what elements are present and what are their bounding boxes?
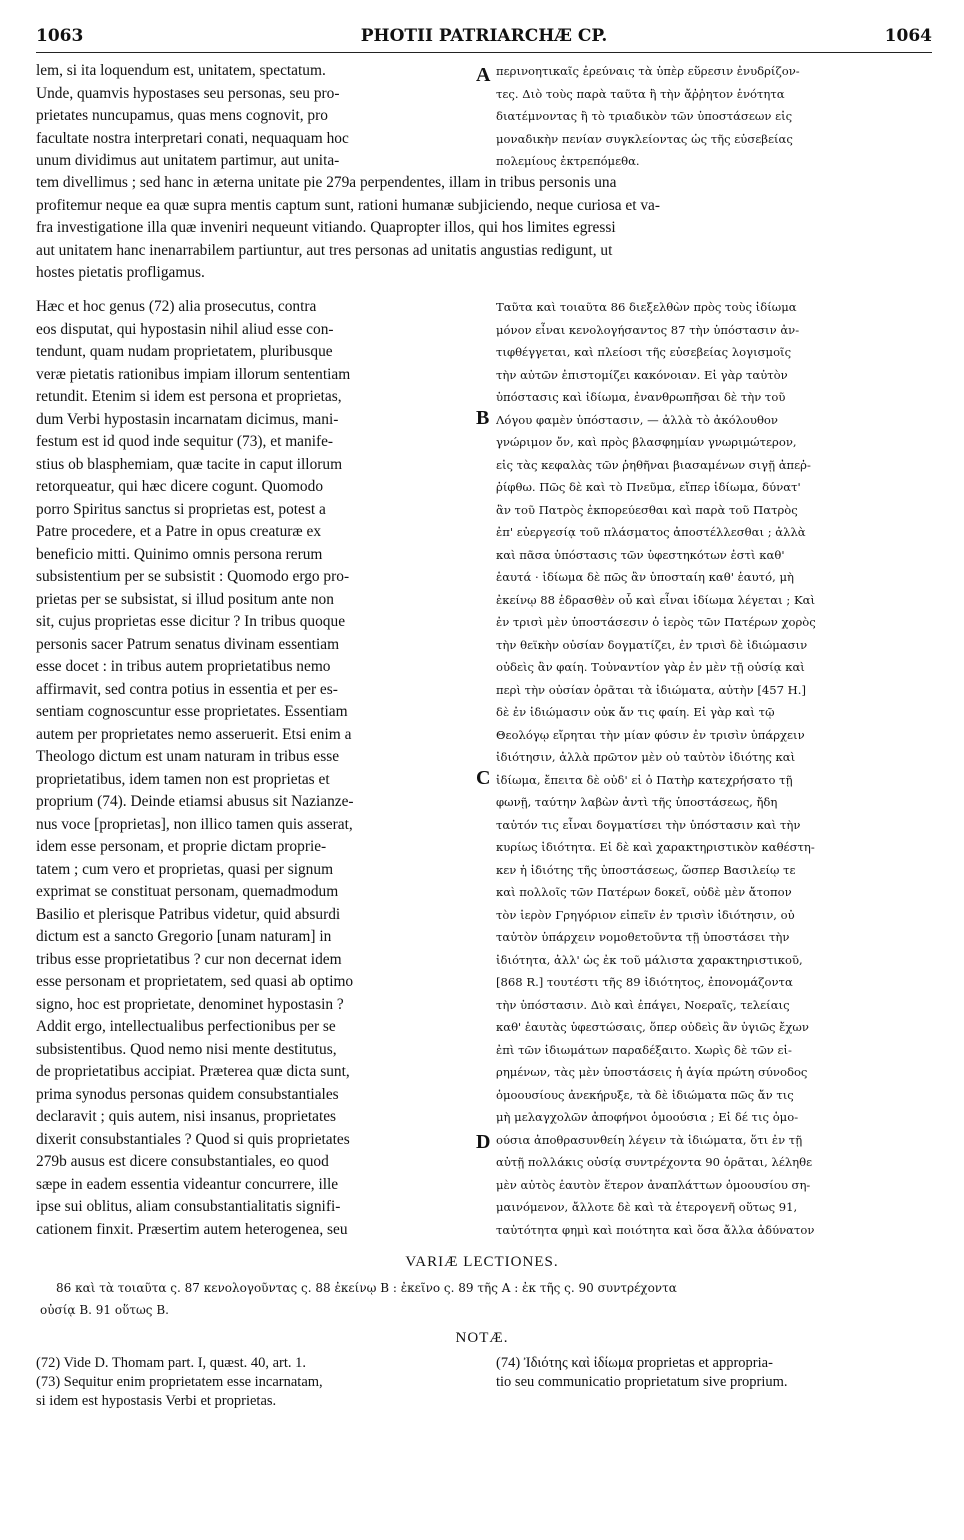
text-line: unum dividimus aut unitatem partimur, aut unita- xyxy=(36,152,340,169)
note-line: (72) Vide D. Thomam part. I, quæst. 40, art. 1. xyxy=(36,1355,307,1371)
text-line: Unde, quamvis hypostases seu personas, seu pro- xyxy=(36,84,340,102)
text-line: signo, hoc est proprietate, denominet hypostasin ? xyxy=(36,995,344,1013)
text-line: μὴ μελαγχολῶν ἀποφήνοι ὁμοούσια ; Εἰ δέ τις ὁμο- xyxy=(496,1110,799,1124)
text-line: φωνῇ, ταύτην λαβὼν ἀντὶ τῆς ὑποστάσεως, ἤδη xyxy=(496,795,778,809)
variae-lectiones-title: VARIÆ LECTIONES. xyxy=(405,1254,559,1270)
notes-right-column xyxy=(496,1354,936,1392)
text-line: sit, cujus proprietas esse dicitur ? In tribus quoque xyxy=(36,613,346,630)
text-line: porro Spiritus sanctus si proprietas est, potest a xyxy=(36,500,326,518)
text-line: ἰδιότησιν, ἀλλὰ πρῶτον μὲν οὐ ταὐτὸν ἰδιότης καὶ xyxy=(496,750,796,764)
text-line: ρημένων, τὰς μὲν ὑποστάσεις ἡ ἁγία πρώτη σύνοδος xyxy=(496,1065,808,1079)
text-line: Basilio et plerisque Patribus videtur, quid absurdi xyxy=(36,905,341,923)
text-line: proprietatibus, idem tamen non est proprietas et xyxy=(36,770,330,788)
text-line: Addit ergo, intellectualibus perfectionibus per se xyxy=(36,1018,336,1035)
text-line: αὐτῇ πολλάκις οὐσίᾳ συντρέχοντα 90 ὁρᾶται, λέληθε xyxy=(496,1155,813,1169)
text-line: tribus esse proprietatibus ? cur non decernat idem xyxy=(36,950,342,968)
text-line: Ταῦτα καὶ τοιαῦτα 86 διεξελθὼν πρὸς τοὺς ἰδίωμα xyxy=(496,300,797,314)
text-line: subsistentium per se subsistit : Quomodo ergo pro- xyxy=(36,568,350,585)
text-line: Hæc et hoc genus (72) alia prosecutus, contra xyxy=(36,298,317,315)
text-line: ἐν τρισὶ μὲν ὑποστάσεσιν ὁ ἱερὸς τῶν Πατέρων χορὸς xyxy=(496,615,816,629)
text-line: nus voce [proprietas], non illico tamen quis asserat, xyxy=(36,815,353,833)
text-line: περινοητικαῖς ἐρεύναις τὰ ὑπὲρ εὕρεσιν ἐνυδρίζον- xyxy=(496,64,800,78)
text-line: hostes pietatis profligamus. xyxy=(36,264,205,281)
text-line: dixerit consubstantiales ? Quod si quis proprietates xyxy=(36,1130,350,1148)
text-line: τὴν αὐτῶν ἐπιστομίζει κακόνοιαν. Εἰ γὰρ ταὐτὸν xyxy=(496,367,788,382)
text-line: idem esse personam, et proprie dictam proprie- xyxy=(36,838,327,855)
text-line: ταὐτότητα φημὶ καὶ ποιότητα καὶ ὅσα ἄλλα ἀδύνατον xyxy=(496,1222,815,1237)
text-line: profitemur neque ea quæ supra mentis captum sunt, rationi humanæ subjiciendo, neque curiosa et va- xyxy=(36,196,661,214)
notae-title: NOTÆ. xyxy=(455,1330,509,1346)
text-line: autem per proprietates nemo asseruerit. Etsi enim a xyxy=(36,725,352,743)
margin-marker-d: D xyxy=(476,1131,491,1153)
text-line: beneficio mitti. Quinimo omnis persona rerum xyxy=(36,545,323,563)
text-line: retundit. Etenim si idem est persona et proprietas, xyxy=(36,388,342,405)
margin-marker-c: C xyxy=(476,767,491,789)
note-line: (74) Ἰδιότης καὶ ἰδίωμα proprietas et appropria- xyxy=(496,1355,773,1371)
text-line: τὸν ἱερὸν Γρηγόριον εἰπεῖν ἐν τρισὶν ἰδιότησιν, οὐ xyxy=(496,907,795,922)
text-line: μὲν αὐτὸς ἑαυτὸν ἕτερον ἀναπλάττων ὁμοουσίου ση- xyxy=(496,1177,811,1192)
text-line: πολεμίους ἐκτρεπόμεθα. xyxy=(496,154,640,168)
text-line: ἑαυτά · ἰδίωμα δὲ πῶς ἂν ὑποσταίη καθ' ἑαυτό, μὴ xyxy=(496,570,794,584)
text-line: stius ob blasphemiam, quæ tacite in caput illorum xyxy=(36,455,343,473)
text-line: εἰς τὰς κεφαλὰς τῶν ῥηθῆναι βιασαμένων σιγῇ ἀπεῤ- xyxy=(496,457,811,472)
text-line: τες. Διὸ τοὺς παρὰ ταῦτα ἢ τὴν ἄῤῥητον ἑνότητα xyxy=(496,86,785,101)
text-line: facultate nostra interpretari conati, nequaquam hoc xyxy=(36,129,349,147)
text-line: γνώριμον ὄν, καὶ πρὸς βλασφημίαν γνωριμώτερον, xyxy=(496,435,797,449)
text-line: Λόγου φαμὲν ὑπόστασιν, — ἀλλὰ τὸ ἀκόλουθον xyxy=(496,412,778,427)
text-line: Θεολόγῳ εἴρηται τὴν μίαν φύσιν ἐν τρισὶν ὑπάρχειν xyxy=(496,727,805,742)
page-number-right: 1064 xyxy=(884,26,932,46)
text-line: τιφθέγγεται, καὶ πλείοσι τῆς εὐσεβείας λογισμοῖς xyxy=(496,345,792,359)
text-line: ipse sui oblitus, aliam consubstantialitatis signifi- xyxy=(36,1198,341,1215)
text-line: Theologo dictum est unam naturam in tribus esse xyxy=(36,748,340,765)
text-line: ὁμοουσίους ἀνεκήρυξε, τὰ δὲ ἰδιώματα πῶς ἄν τις xyxy=(496,1087,794,1102)
text-line: tatem ; cum vero et proprietas, quasi per signum xyxy=(36,860,334,878)
note-line: (73) Sequitur enim proprietatem esse incarnatam, xyxy=(36,1374,323,1390)
text-line: ἰδιότητα, ἀλλ' ὡς ἐκ τοῦ μάλιστα χαρακτηριστικοῦ, xyxy=(496,952,803,967)
greek-intro-column xyxy=(496,60,932,173)
text-line: festum est id quod inde sequitur (73), et manife- xyxy=(36,433,334,450)
text-line: affirmavit, sed contra potius in essentia et per es- xyxy=(36,680,338,698)
margin-marker-b: B xyxy=(476,407,490,429)
text-line: ῥίφθω. Πῶς δὲ καὶ τὸ Πνεῦμα, εἴπερ ἰδίωμα, δύνατ' xyxy=(496,480,801,494)
text-line: personis sacer Patrum senatus divinam essentiam xyxy=(36,635,340,653)
text-line: ταὐτὸν ὑπάρχειν νομοθετοῦντα τῇ ὑποστάσει τὴν xyxy=(496,930,790,944)
text-line: ούσια ἀποθρασυνθείη λέγειν τὰ ἰδιώματα, ὅτι ἐν τῇ xyxy=(496,1132,803,1147)
text-line: eos disputat, qui hypostasin nihil aliud esse con- xyxy=(36,320,334,338)
text-line: μόνον εἶναι κενολογήσαντος 87 τὴν ὑπόστασιν ἀν- xyxy=(496,322,800,337)
text-line: tendunt, quam nudam proprietatem, pluribusque xyxy=(36,343,333,360)
notes-left-column xyxy=(36,1354,476,1411)
latin-column xyxy=(36,296,472,1241)
text-line: περὶ τὴν οὐσίαν ὁρᾶται τὰ ἰδιώματα, αὐτὴν [457 H.] xyxy=(496,682,806,697)
margin-marker-a: A xyxy=(476,64,491,86)
text-line: dictum est a sancto Gregorio [unam naturam] in xyxy=(36,928,332,945)
text-line: διατέμνοντας ἢ τὸ τριαδικὸν τῶν ὑποστάσεων εἰς xyxy=(496,109,793,123)
text-line: ἐκείνῳ 88 ἑδρασθὲν οὗ καὶ εἶναι ἰδίωμα λέγεται ; Καὶ xyxy=(496,592,815,607)
text-line: prietas per se subsistat, si illud positum ante non xyxy=(36,590,334,608)
text-line: veræ pietatis rationibus impiam illorum sententiam xyxy=(36,365,351,383)
text-line: declaravit ; quis autem, nisi insanus, proprietates xyxy=(36,1108,337,1125)
text-line: retorqueatur, qui hæc dicere cogunt. Quomodo xyxy=(36,478,324,495)
text-line: lem, si ita loquendum est, unitatem, spectatum. xyxy=(36,62,326,79)
text-line: fra investigatione illa quæ inveniri nequeunt vitiando. Quapropter illos, qui hos limites egressi xyxy=(36,219,616,236)
text-line: καὶ πολλοῖς τῶν Πατέρων δοκεῖ, οὐδὲ μὲν ἄτοπον xyxy=(496,885,792,899)
text-line: τὴν θεϊκὴν οὐσίαν δογματίζει, ἐν τρισὶ δὲ ἰδιώμασιν xyxy=(496,637,808,652)
text-line: de proprietatibus accipiat. Præterea quæ dicta sunt, xyxy=(36,1063,350,1080)
text-line: exprimat se constituat personam, quemadmodum xyxy=(36,883,339,900)
note-line: tio seu communicatio proprietatum sive proprium. xyxy=(496,1374,788,1390)
note-line: si idem est hypostasis Verbi et proprietas. xyxy=(36,1393,277,1409)
text-line: ἐπ' εὐεργεσίᾳ τοῦ πλάσματος ἀποστέλλεσθαι ; ἀλλὰ xyxy=(496,525,806,539)
greek-column xyxy=(496,296,932,1241)
page-header xyxy=(36,22,932,53)
text-line: ἐπὶ τῶν ἰδιωμάτων παραδέξαιτο. Χωρὶς δὲ τῶν εἰ- xyxy=(496,1042,792,1057)
variae-lectiones-line-2: οὐσίᾳ B. 91 οὕτως B. xyxy=(40,1303,169,1317)
text-line: [868 R.] τουτέστι τῆς 89 ἰδιότητος, ἐπονομάζοντα xyxy=(496,975,793,989)
text-line: ἰδίωμα, ἔπειτα δὲ οὐδ' εἰ ὁ Πατὴρ κατεχρήσατο τῇ xyxy=(496,772,793,787)
text-line: proprium (74). Deinde etiamsi abusus sit Nazianze- xyxy=(36,793,354,810)
text-line: οὐδεὶς ἂν φαίη. Τοὐναντίον γὰρ ἐν μὲν τῇ οὐσίᾳ καὶ xyxy=(496,660,805,674)
latin-full-width-paragraph xyxy=(36,172,932,285)
text-line: esse docet : in tribus autem proprietatibus nemo xyxy=(36,658,331,675)
running-title: PHOTII PATRIARCHÆ CP. xyxy=(360,26,608,46)
text-line: tem divellimus ; sed hanc in æterna unitate pie 279a perpendentes, illam in tribus personis una xyxy=(36,174,617,191)
text-line: ἂν τοῦ Πατρὸς ἐκπορεύεσθαι καὶ παρὰ τοῦ Πατρὸς xyxy=(496,502,798,517)
text-line: aut unitatem hanc inenarrabilem partiuntur, aut tres personas ad unitatis angustias redigunt, ut xyxy=(36,241,613,259)
text-line: κυρίως ἰδιότητα. Εἰ δὲ καὶ χαρακτηριστικὸν καθέστη- xyxy=(496,840,815,854)
text-line: μοναδικὴν πενίαν συγκλείοντας ὡς τῆς εὐσεβείας xyxy=(496,131,793,146)
page-number-left: 1063 xyxy=(36,26,84,46)
text-line: 279b ausus est dicere consubstantiales, eo quod xyxy=(36,1153,329,1170)
text-line: prima synodus personas quidem consubstantiales xyxy=(36,1085,339,1103)
page xyxy=(36,22,932,53)
latin-intro-column xyxy=(36,60,472,173)
text-line: κεν ἡ ἰδιότης τῆς ὑποστάσεως, ὥσπερ Βασιλείῳ τε xyxy=(496,862,796,877)
text-line: prietates nuncupamus, quas mens cognovit, pro xyxy=(36,107,328,124)
text-line: Patre procedere, et a Patre in opus creaturæ ex xyxy=(36,523,322,540)
text-line: sentiam cognoscuntur esse proprietates. Essentiam xyxy=(36,703,348,720)
text-line: cationem finxit. Præsertim autem heterogenea, seu xyxy=(36,1220,348,1238)
text-line: subsistentibus. Quod nemo nisi mente destitutus, xyxy=(36,1040,337,1058)
text-line: ὑπόστασις καὶ ἰδίωμα, ἐνανθρωπῆσαι δὲ τὴν τοῦ xyxy=(496,390,786,404)
text-line: dum Verbi hypostasin incarnatam dicimus, mani- xyxy=(36,410,339,428)
text-line: sæpe in eadem essentia videantur concurrere, ille xyxy=(36,1175,339,1193)
text-line: καὶ πᾶσα ὑπόστασις τῶν ὑφεστηκότων ἐστὶ καθ' xyxy=(496,547,785,562)
variae-lectiones-line-1: 86 καὶ τὰ τοιαῦτα ς. 87 κενολογοῦντας ς. 88 ἐκείνῳ B : ἐκεῖνο ς. 89 τῆς A : ἐκ τῆς ς. 90 συντρέχοντα xyxy=(56,1281,677,1295)
text-line: καθ' ἑαυτὰς ὑφεστώσαις, ὅπερ οὐδεὶς ἂν ὑγιῶς ἔχων xyxy=(496,1020,809,1034)
text-line: δὲ ἐν ἰδιώμασιν οὐκ ἄν τις φαίη. Εἰ γὰρ καὶ τῷ xyxy=(496,705,775,719)
text-line: μαινόμενον, ἄλλοτε δὲ καὶ τὰ ἑτερογενῆ οὕτως 91, xyxy=(496,1200,798,1214)
text-line: esse personam et proprietatem, sed quasi ab optimo xyxy=(36,973,354,990)
text-line: τὴν ὑπόστασιν. Διὸ καὶ ἐπάγει, Νοεραῖς, τελείαις xyxy=(496,997,790,1012)
text-line: ταὐτόν τις εἶναι δογματίσει τὴν ὑπόστασιν καὶ τὴν xyxy=(496,817,801,832)
